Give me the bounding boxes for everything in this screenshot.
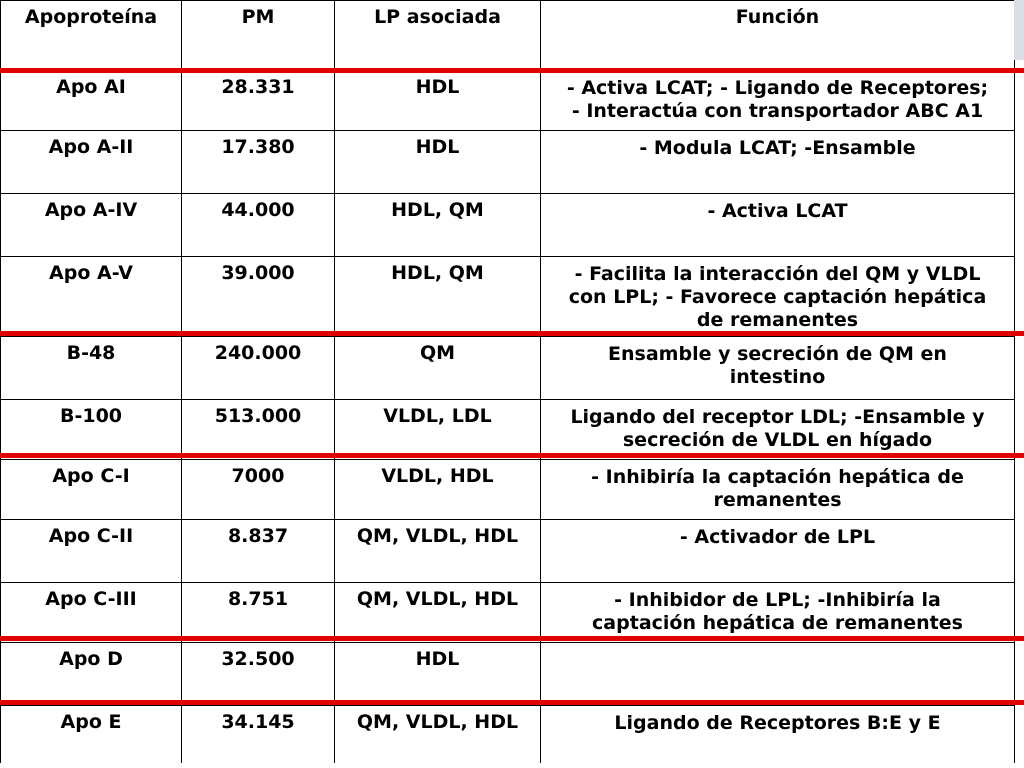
cell-pm: 7000 <box>182 460 335 520</box>
cell-funcion <box>541 400 1015 460</box>
cell-apoproteina: Apo C-III <box>1 583 182 643</box>
funcion-line: - Activa LCAT; - Ligando de Receptores; <box>566 77 989 99</box>
cell-pm: 17.380 <box>182 131 335 194</box>
cell-pm: 8.751 <box>182 583 335 643</box>
cell-lp: QM <box>335 337 541 400</box>
funcion-line: de remanentes <box>696 309 859 331</box>
funcion-line: Ligando de Receptores B:E y E <box>614 712 941 734</box>
table-row <box>1 460 1015 520</box>
table-row <box>1 337 1015 400</box>
cell-lp: QM, VLDL, HDL <box>335 706 541 766</box>
cell-funcion <box>541 71 1015 131</box>
table-row <box>1 131 1015 194</box>
header-lp-asociada: LP asociada <box>335 1 541 71</box>
cell-lp: HDL, QM <box>335 194 541 257</box>
funcion-line: - Activador de LPL <box>679 526 876 548</box>
cell-lp: HDL <box>335 71 541 131</box>
cell-funcion-empty <box>541 643 1015 706</box>
cell-pm: 44.000 <box>182 194 335 257</box>
cell-funcion <box>541 257 1015 337</box>
cell-apoproteina: Apo E <box>1 706 182 766</box>
cell-pm: 513.000 <box>182 400 335 460</box>
cell-funcion <box>541 520 1015 583</box>
cell-pm: 32.500 <box>182 643 335 706</box>
cell-apoproteina: Apo C-I <box>1 460 182 520</box>
cell-funcion <box>541 337 1015 400</box>
red-separator-line <box>0 453 1024 458</box>
funcion-line: captación hepática de remanentes <box>592 612 963 634</box>
cell-funcion <box>541 460 1015 520</box>
table-row <box>1 400 1015 460</box>
funcion-line: - Modula LCAT; -Ensamble <box>639 137 916 159</box>
funcion-line: secreción de VLDL en hígado <box>622 429 933 451</box>
cell-apoproteina: Apo A-V <box>1 257 182 337</box>
cell-pm: 8.837 <box>182 520 335 583</box>
cell-lp: HDL <box>335 131 541 194</box>
cell-apoproteina: Apo A-II <box>1 131 182 194</box>
table-row <box>1 520 1015 583</box>
funcion-line: - Inhibidor de LPL; -Inhibiría la <box>614 589 941 611</box>
cell-pm: 39.000 <box>182 257 335 337</box>
funcion-line: - Activa LCAT <box>707 200 848 222</box>
red-separator-line <box>0 68 1024 73</box>
funcion-line: intestino <box>729 366 826 388</box>
header-pm: PM <box>182 1 335 71</box>
cell-apoproteina: B-100 <box>1 400 182 460</box>
cell-apoproteina: B-48 <box>1 337 182 400</box>
cell-funcion <box>541 194 1015 257</box>
cell-lp: HDL, QM <box>335 257 541 337</box>
table-header-row <box>1 1 1015 71</box>
funcion-line: remanentes <box>713 489 842 511</box>
cell-pm: 28.331 <box>182 71 335 131</box>
cell-apoproteina: Apo AI <box>1 71 182 131</box>
table-row <box>1 71 1015 131</box>
cell-lp: VLDL, HDL <box>335 460 541 520</box>
cell-lp: VLDL, LDL <box>335 400 541 460</box>
header-apoproteina: Apoproteína <box>1 1 182 71</box>
cell-apoproteina: Apo D <box>1 643 182 706</box>
cell-lp: QM, VLDL, HDL <box>335 583 541 643</box>
table-row <box>1 643 1015 706</box>
cell-lp: HDL <box>335 643 541 706</box>
cell-funcion <box>541 706 1015 766</box>
table-row <box>1 706 1015 766</box>
funcion-line: Ensamble y secreción de QM en <box>608 343 947 365</box>
funcion-line: - Interactúa con transportador ABC A1 <box>571 100 984 122</box>
table-row <box>1 194 1015 257</box>
cell-lp: QM, VLDL, HDL <box>335 520 541 583</box>
funcion-line: - Facilita la interacción del QM y VLDL <box>574 263 981 285</box>
cell-apoproteina: Apo A-IV <box>1 194 182 257</box>
funcion-line: - Inhibiría la captación hepática de <box>591 466 964 488</box>
cell-pm: 34.145 <box>182 706 335 766</box>
cell-apoproteina: Apo C-II <box>1 520 182 583</box>
table-row <box>1 583 1015 643</box>
bottom-margin <box>0 763 1024 768</box>
funcion-line: Ligando del receptor LDL; -Ensamble y <box>570 406 985 428</box>
right-edge-strip <box>1014 0 1024 60</box>
red-separator-line <box>0 331 1024 336</box>
red-separator-line <box>0 700 1024 705</box>
cell-pm: 240.000 <box>182 337 335 400</box>
table-row <box>1 257 1015 337</box>
red-separator-line <box>0 636 1024 641</box>
cell-funcion <box>541 583 1015 643</box>
cell-funcion <box>541 131 1015 194</box>
funcion-line: con LPL; - Favorece captación hepática <box>568 286 987 308</box>
header-funcion: Función <box>541 1 1015 71</box>
